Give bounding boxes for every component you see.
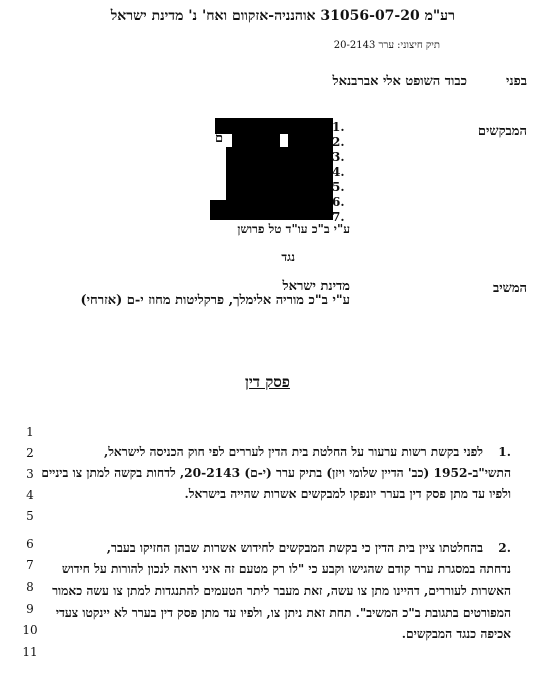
- paragraph-line: ולפיו עד מתן פסק דין בערר יונפקו למבקשים אשרות שהייה בישראל.: [184, 487, 511, 501]
- applicant-number: 2.: [332, 135, 345, 149]
- respondent-representative: ע"י ב"כ מוריה אלימלך, פרקליטות מחוז י-ם (אזרחי): [80, 293, 350, 308]
- paragraph-line: המפורטים בתגובת ב"כ המשיב". תחת זאת ניתן צו, ולפיו עד מתן פסק דין בערר לא יינקטו צעדי: [55, 606, 511, 620]
- paragraph-line: אכיפה כנגד המבקשים.: [401, 627, 511, 641]
- redaction-bar: [288, 133, 333, 147]
- line-number: 8: [26, 580, 34, 594]
- paragraph-1: [41, 445, 511, 515]
- paragraph-number: 1.: [498, 445, 511, 459]
- line-number: 1: [26, 425, 34, 439]
- internal-file-number: תיק חיצוני: ערר 20-2143: [333, 40, 440, 51]
- applicant-number: 1.: [332, 120, 345, 134]
- line-number: 2: [26, 446, 34, 460]
- paragraph-line: התשי"ב-1952 (כב' הדיין שלומי ויזן) בתיק ערר (י-ם) 20-2143, לדחות בקשה למתן צו ביניים: [41, 466, 511, 480]
- versus-label: נגד: [281, 250, 295, 264]
- applicant-number: 6.: [332, 195, 345, 209]
- case-title: רע"מ 31056-07-20 אוהנניה-אזקוום ואח' נ' מדינת ישראל: [110, 8, 455, 24]
- paragraph-line: לפני בקשת רשות ערעור על החלטת בית הדין לעררים לפי חוק הכניסה לישראל,: [103, 445, 483, 459]
- respondent-name: מדינת ישראל: [282, 279, 350, 294]
- applicant-number: 7.: [332, 210, 345, 224]
- applicant-number-list: [332, 120, 345, 225]
- line-number: 3: [26, 467, 34, 481]
- paragraph-number: 2.: [498, 541, 511, 555]
- applicant-number: 5.: [332, 180, 345, 194]
- paragraph-line: בהחלטתו ציין בית הדין כי בקשת המבקשים לחידוש אשרות שבהן החזיקו בעבר,: [106, 541, 483, 555]
- redaction-bar: [232, 133, 280, 147]
- applicants-representative: ע"י ב"כ עו"ד טל פרושן: [237, 222, 350, 236]
- redaction-bar: [210, 200, 333, 220]
- applicant-name-fragment: ם: [215, 131, 224, 146]
- line-number: 6: [26, 537, 34, 551]
- line-number: 4: [26, 488, 34, 502]
- applicant-number: 3.: [332, 150, 345, 164]
- line-number: 9: [26, 602, 34, 616]
- line-number: 10: [22, 623, 38, 637]
- line-number: 7: [26, 558, 34, 572]
- document-title: פסק דין: [245, 373, 290, 391]
- before-label: בפני: [506, 74, 527, 89]
- line-number: 11: [22, 645, 38, 659]
- judge-name: כבוד השופט אלי אברבנאל: [332, 74, 467, 89]
- paragraph-2: [52, 541, 511, 651]
- redaction-bar: [215, 118, 333, 134]
- paragraph-line: נדחתה במסגרת ערר קודם שהגישו וקבע כי "לו רק מטעם זה איני רואה לנכון להורות על חידוש: [61, 562, 511, 576]
- respondent-label: המשיב: [492, 281, 527, 296]
- applicants-label: המבקשים: [477, 124, 527, 139]
- applicant-number: 4.: [332, 165, 345, 179]
- line-number: 5: [26, 509, 34, 523]
- redaction-bar: [226, 147, 333, 207]
- paragraph-line: האשרות לעוררים, דהיינו מתן צו עשה, זאת מעבר ליתר הטעמים להתנגדות למתן צו עשה כאמור: [52, 584, 511, 598]
